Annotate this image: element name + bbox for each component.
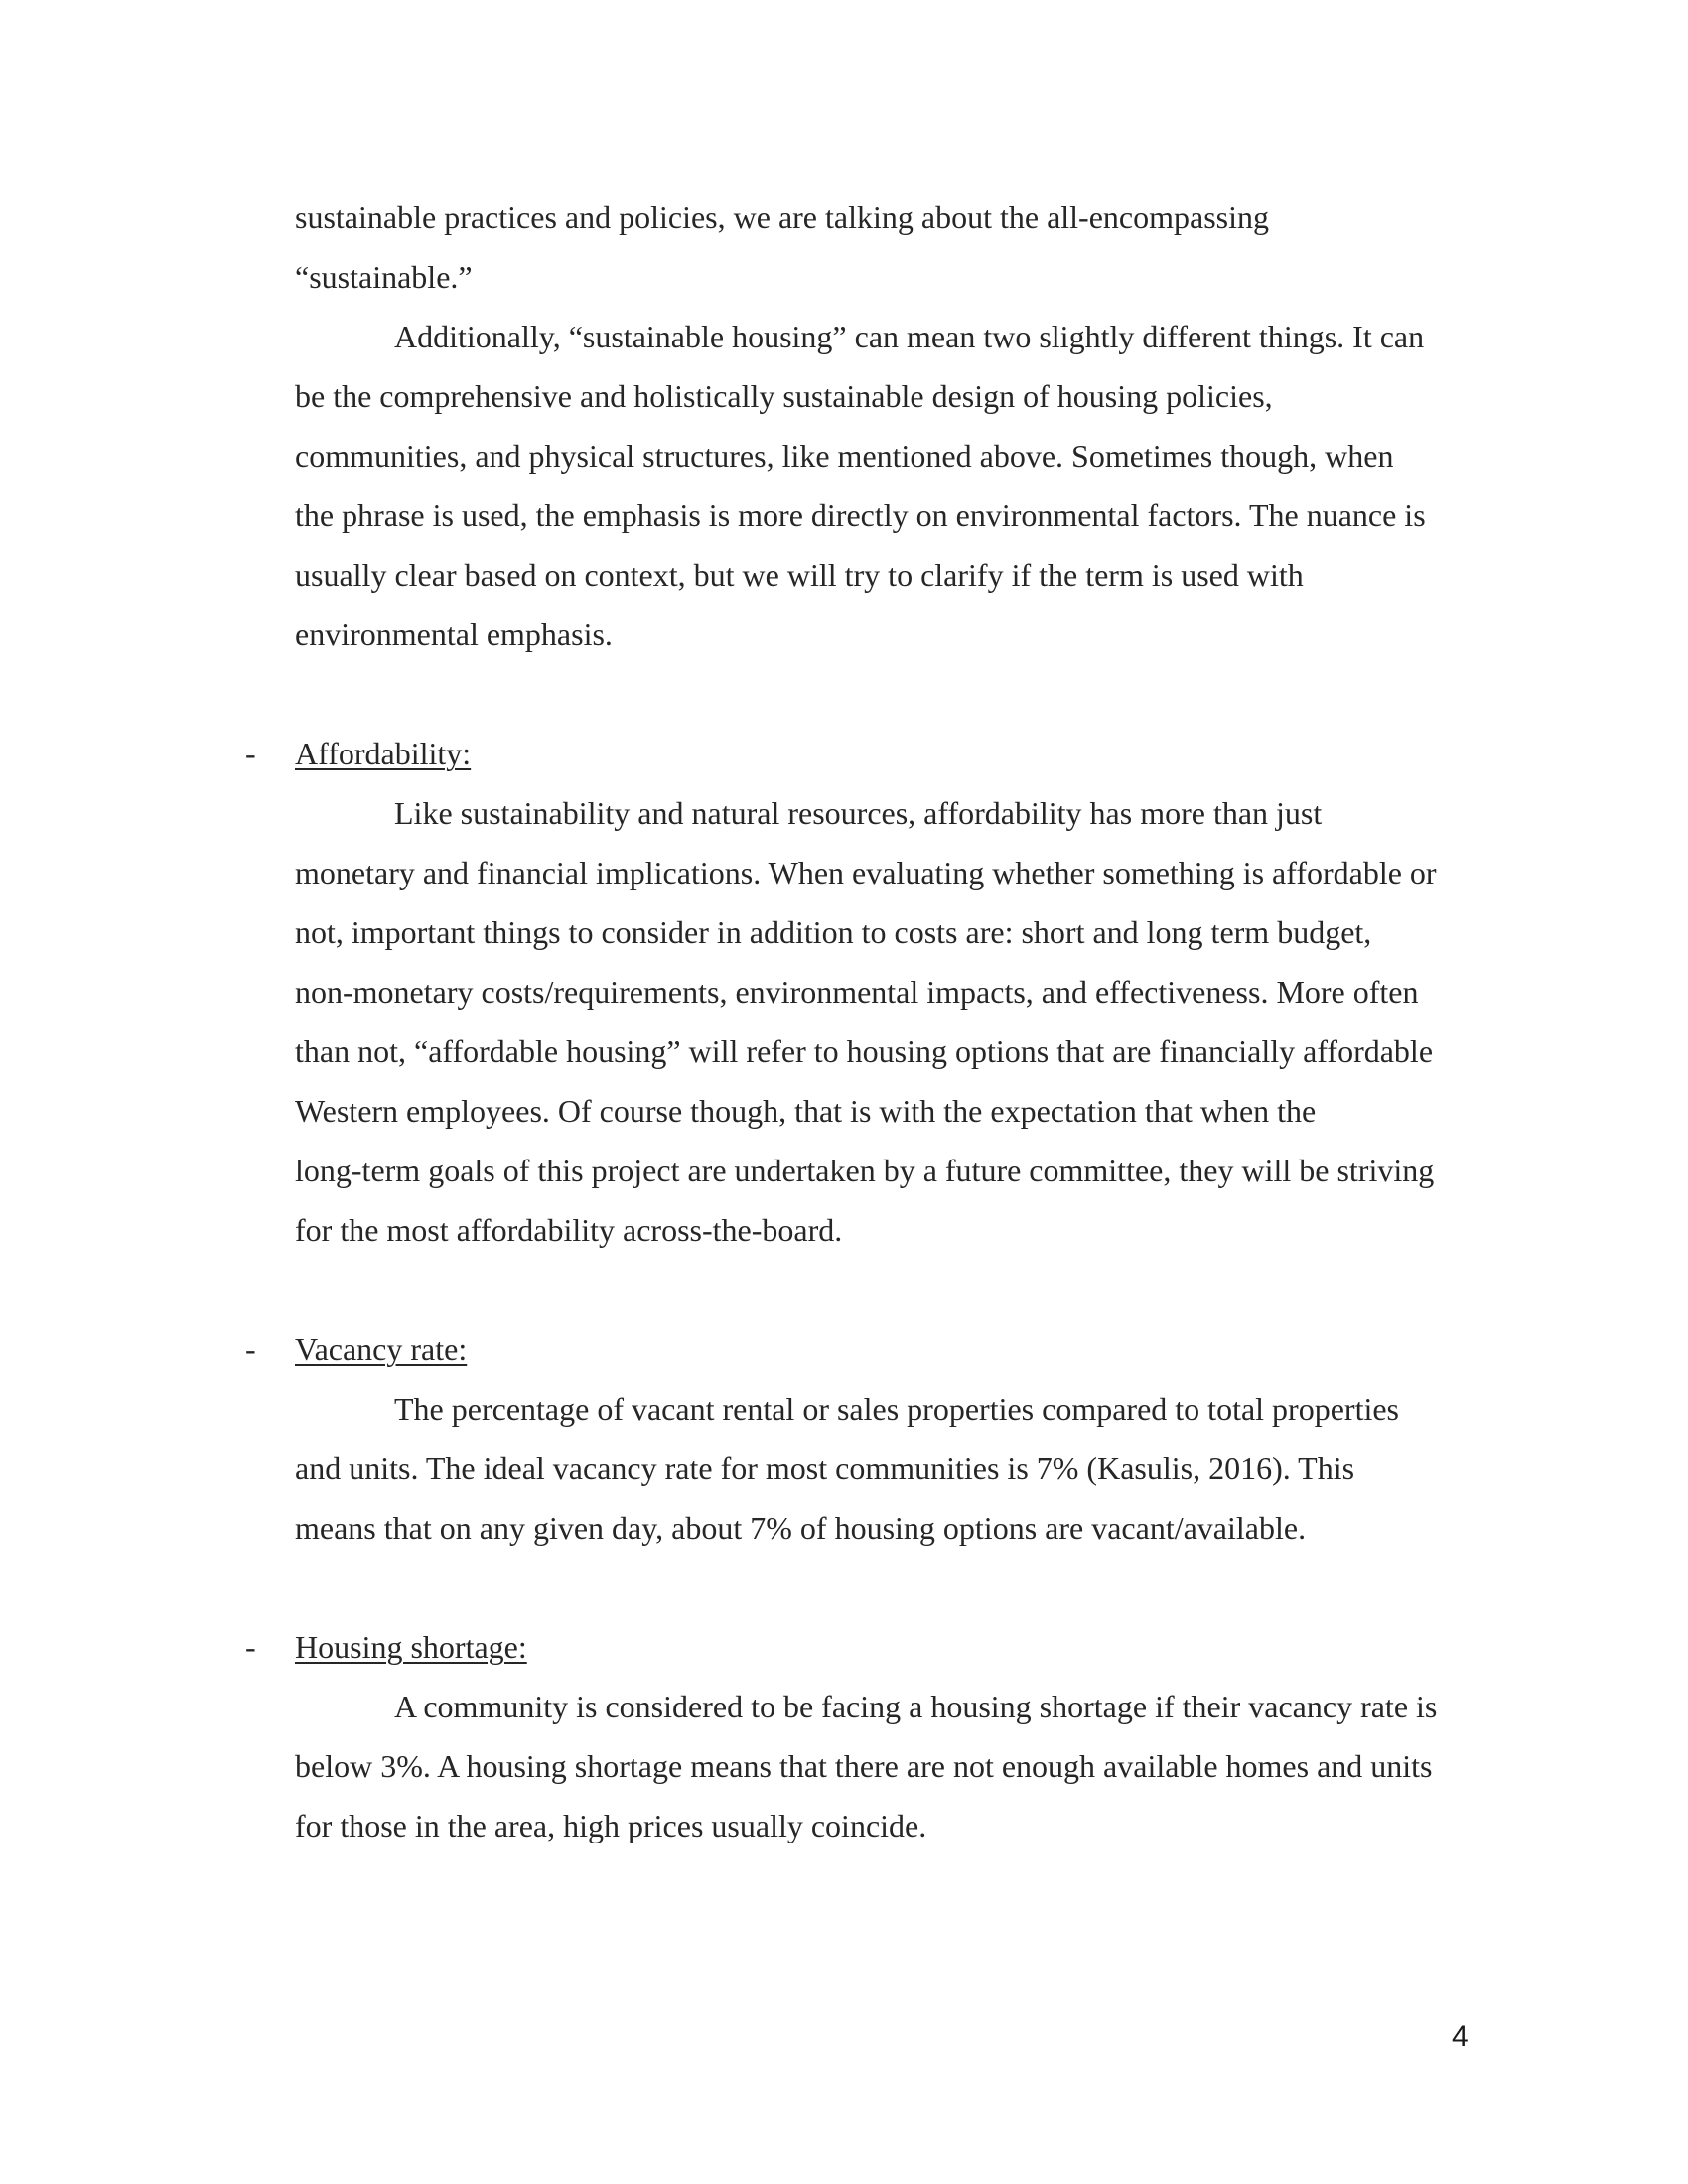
list-bullet-vacancy-rate: - <box>245 1331 256 1367</box>
housing-shortage-line-3: for those in the area, high prices usually coincide. <box>295 1808 927 1843</box>
affordability-line-5: than not, “affordable housing” will refer to housing options that are financially affordable <box>295 1033 1434 1069</box>
housing-shortage-line-1: A community is considered to be facing a housing shortage if their vacancy rate is <box>394 1689 1438 1724</box>
affordability-line-3: not, important things to consider in addition to costs are: short and long term budget, <box>295 914 1372 950</box>
list-bullet-affordability: - <box>245 736 256 771</box>
term-vacancy-rate: Vacancy rate: <box>295 1331 468 1367</box>
additional-line-6: environmental emphasis. <box>295 616 613 652</box>
affordability-line-8: for the most affordability across-the-board. <box>295 1212 843 1248</box>
additional-line-3: communities, and physical structures, like mentioned above. Sometimes though, when <box>295 438 1394 474</box>
affordability-line-2: monetary and financial implications. When evaluating whether something is affordable or <box>295 855 1437 890</box>
affordability-line-7: long-term goals of this project are undertaken by a future committee, they will be striving <box>295 1153 1435 1188</box>
list-bullet-housing-shortage: - <box>245 1629 256 1665</box>
term-affordability: Affordability: <box>295 736 472 771</box>
page-number: 4 <box>1452 2020 1469 2053</box>
affordability-line-1: Like sustainability and natural resources, affordability has more than just <box>394 795 1323 831</box>
additional-line-4: the phrase is used, the emphasis is more directly on environmental factors. The nuance is <box>295 497 1426 533</box>
term-housing-shortage: Housing shortage: <box>295 1629 527 1665</box>
vacancy-rate-line-2: and units. The ideal vacancy rate for most communities is 7% (Kasulis, 2016). This <box>295 1450 1355 1486</box>
vacancy-rate-line-3: means that on any given day, about 7% of housing options are vacant/available. <box>295 1510 1307 1546</box>
affordability-line-6: Western employees. Of course though, that is with the expectation that when the <box>295 1093 1317 1129</box>
intro-line-1: sustainable practices and policies, we are talking about the all-encompassing <box>295 200 1269 235</box>
intro-line-2: “sustainable.” <box>295 259 473 295</box>
affordability-line-4: non-monetary costs/requirements, environmental impacts, and effectiveness. More often <box>295 974 1419 1010</box>
housing-shortage-line-2: below 3%. A housing shortage means that there are not enough available homes and units <box>295 1748 1433 1784</box>
additional-line-5: usually clear based on context, but we will try to clarify if the term is used with <box>295 557 1304 593</box>
vacancy-rate-line-1: The percentage of vacant rental or sales properties compared to total properties <box>394 1391 1399 1427</box>
additional-line-1: Additionally, “sustainable housing” can mean two slightly different things. It can <box>394 319 1425 354</box>
additional-line-2: be the comprehensive and holistically sustainable design of housing policies, <box>295 378 1273 414</box>
